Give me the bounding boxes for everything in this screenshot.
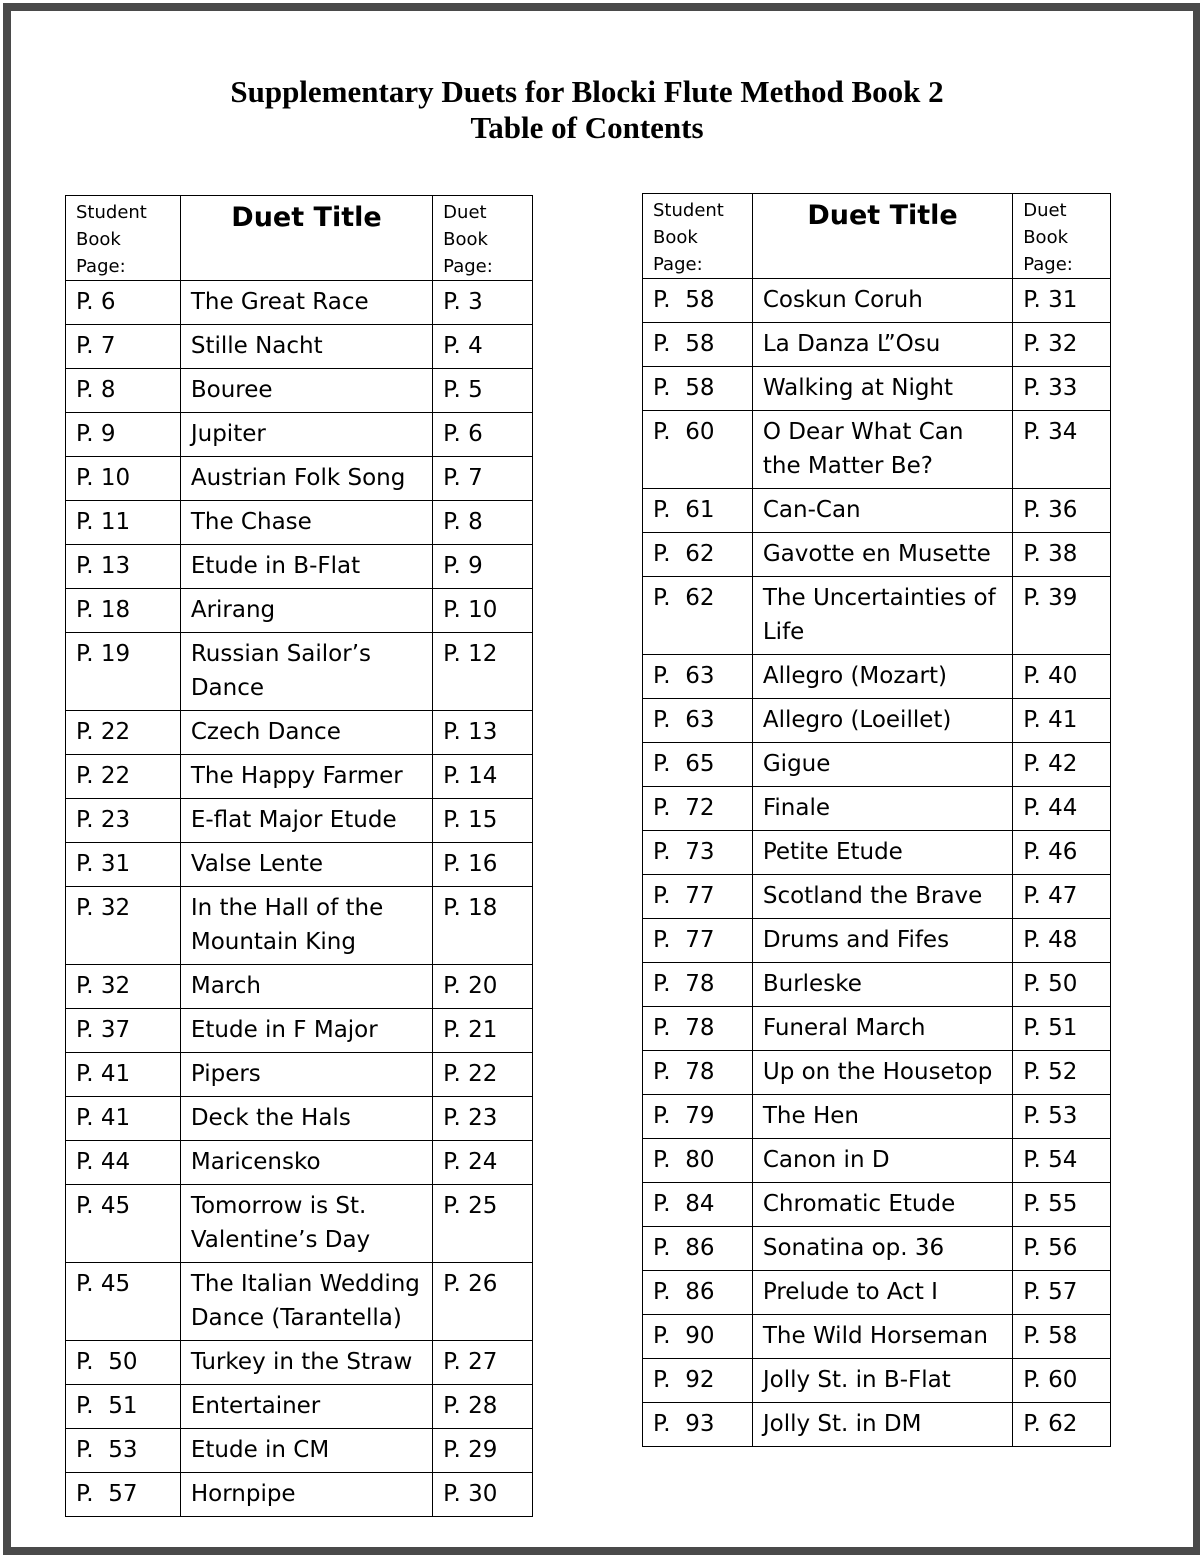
duet-title-cell: Entertainer	[180, 1385, 432, 1429]
duet-title-cell: Walking at Night	[752, 367, 1012, 411]
table-row	[66, 501, 533, 545]
table-row	[643, 787, 1111, 831]
student-page-cell: P. 79	[643, 1095, 753, 1139]
table-row	[66, 413, 533, 457]
student-page-cell: P. 80	[643, 1139, 753, 1183]
duet-title-cell: Stille Nacht	[180, 325, 432, 369]
duet-page-cell: P. 16	[433, 843, 533, 887]
duet-page-cell: P. 30	[433, 1473, 533, 1517]
table-row	[66, 325, 533, 369]
student-page-cell: P. 58	[643, 279, 753, 323]
student-page-cell: P. 18	[66, 589, 181, 633]
student-page-cell: P. 53	[66, 1429, 181, 1473]
table-row	[66, 545, 533, 589]
duet-title-cell: Pipers	[180, 1053, 432, 1097]
duet-page-cell: P. 42	[1013, 743, 1111, 787]
duet-page-cell: P. 27	[433, 1341, 533, 1385]
student-page-cell: P. 92	[643, 1359, 753, 1403]
duet-title-cell: Sonatina op. 36	[752, 1227, 1012, 1271]
table-row	[66, 965, 533, 1009]
duet-title-cell: E-flat Major Etude	[180, 799, 432, 843]
duet-page-cell: P. 10	[433, 589, 533, 633]
table-row	[66, 633, 533, 711]
duet-title-cell: March	[180, 965, 432, 1009]
duet-title-cell: Prelude to Act I	[752, 1271, 1012, 1315]
table-row	[643, 1183, 1111, 1227]
student-page-cell: P. 22	[66, 755, 181, 799]
duet-title-header: Duet Title	[752, 194, 1012, 279]
duet-title-cell: Drums and Fifes	[752, 919, 1012, 963]
table-row	[643, 577, 1111, 655]
duet-page-cell: P. 31	[1013, 279, 1111, 323]
duet-title-cell: Scotland the Brave	[752, 875, 1012, 919]
student-page-cell: P. 6	[66, 281, 181, 325]
duet-title-cell: Petite Etude	[752, 831, 1012, 875]
duet-page-cell: P. 18	[433, 887, 533, 965]
table-row	[643, 1403, 1111, 1447]
student-page-cell: P. 13	[66, 545, 181, 589]
duet-page-cell: P. 36	[1013, 489, 1111, 533]
document-subtitle: Table of Contents	[470, 110, 704, 145]
table-row	[66, 457, 533, 501]
table-row	[66, 1429, 533, 1473]
duet-page-cell: P. 34	[1013, 411, 1111, 489]
table-row	[643, 489, 1111, 533]
duet-title-cell: Russian Sailor’s Dance	[180, 633, 432, 711]
duet-page-cell: P. 41	[1013, 699, 1111, 743]
table-row	[66, 589, 533, 633]
duet-page-cell: P. 29	[433, 1429, 533, 1473]
table-row	[66, 1053, 533, 1097]
duet-title-cell: La Danza L”Osu	[752, 323, 1012, 367]
table-row	[643, 831, 1111, 875]
table-row	[643, 1227, 1111, 1271]
table-row	[643, 411, 1111, 489]
duet-title-cell: Jolly St. in B-Flat	[752, 1359, 1012, 1403]
table-row	[643, 963, 1111, 1007]
student-page-cell: P. 11	[66, 501, 181, 545]
table-header-row	[643, 194, 1111, 279]
table-row	[66, 1185, 533, 1263]
duet-title-cell: Austrian Folk Song	[180, 457, 432, 501]
student-page-cell: P. 41	[66, 1097, 181, 1141]
duet-page-cell: P. 9	[433, 545, 533, 589]
duet-page-cell: P. 26	[433, 1263, 533, 1341]
table-row	[66, 887, 533, 965]
toc-table-right	[642, 193, 1111, 1447]
student-page-cell: P. 63	[643, 699, 753, 743]
duet-title-cell: Turkey in the Straw	[180, 1341, 432, 1385]
duet-page-cell: P. 57	[1013, 1271, 1111, 1315]
duet-title-cell: Arirang	[180, 589, 432, 633]
student-page-cell: P. 78	[643, 963, 753, 1007]
duet-page-cell: P. 8	[433, 501, 533, 545]
table-row	[66, 1141, 533, 1185]
duet-page-cell: P. 53	[1013, 1095, 1111, 1139]
table-row	[66, 1009, 533, 1053]
duet-title-cell: Deck the Hals	[180, 1097, 432, 1141]
table-row	[643, 1051, 1111, 1095]
duet-title-cell: The Great Race	[180, 281, 432, 325]
document-title: Supplementary Duets for Blocki Flute Method Book 2	[230, 74, 944, 109]
student-page-cell: P. 63	[643, 655, 753, 699]
duet-page-cell: P. 55	[1013, 1183, 1111, 1227]
student-page-cell: P. 58	[643, 323, 753, 367]
duet-page-header: Duet Book Page:	[1013, 194, 1111, 279]
student-page-cell: P. 23	[66, 799, 181, 843]
duet-page-cell: P. 15	[433, 799, 533, 843]
student-page-cell: P. 62	[643, 577, 753, 655]
duet-title-cell: Funeral March	[752, 1007, 1012, 1051]
table-row	[643, 367, 1111, 411]
duet-title-cell: Up on the Housetop	[752, 1051, 1012, 1095]
duet-title-cell: In the Hall of the Mountain King	[180, 887, 432, 965]
table-row	[66, 281, 533, 325]
duet-page-cell: P. 51	[1013, 1007, 1111, 1051]
duet-title-cell: Chromatic Etude	[752, 1183, 1012, 1227]
duet-page-cell: P. 40	[1013, 655, 1111, 699]
duet-title-cell: Allegro (Loeillet)	[752, 699, 1012, 743]
duet-page-cell: P. 7	[433, 457, 533, 501]
table-row	[643, 875, 1111, 919]
table-row	[66, 1385, 533, 1429]
toc-table-left	[65, 195, 533, 1517]
duet-title-cell: Hornpipe	[180, 1473, 432, 1517]
table-row	[66, 1341, 533, 1385]
student-page-cell: P. 37	[66, 1009, 181, 1053]
duet-title-cell: The Hen	[752, 1095, 1012, 1139]
student-page-cell: P. 86	[643, 1271, 753, 1315]
table-row	[643, 1359, 1111, 1403]
duet-title-cell: Bouree	[180, 369, 432, 413]
student-page-header: Student Book Page:	[643, 194, 753, 279]
duet-title-header: Duet Title	[180, 196, 432, 281]
student-page-cell: P. 22	[66, 711, 181, 755]
duet-title-cell: The Wild Horseman	[752, 1315, 1012, 1359]
student-page-cell: P. 41	[66, 1053, 181, 1097]
duet-title-cell: Jolly St. in DM	[752, 1403, 1012, 1447]
table-row	[643, 1139, 1111, 1183]
duet-page-cell: P. 25	[433, 1185, 533, 1263]
duet-page-cell: P. 6	[433, 413, 533, 457]
table-row	[66, 843, 533, 887]
duet-page-cell: P. 20	[433, 965, 533, 1009]
table-row	[643, 919, 1111, 963]
table-row	[66, 711, 533, 755]
duet-title-cell: Czech Dance	[180, 711, 432, 755]
duet-page-cell: P. 54	[1013, 1139, 1111, 1183]
duet-page-cell: P. 33	[1013, 367, 1111, 411]
table-row	[643, 743, 1111, 787]
duet-title-cell: O Dear What Can the Matter Be?	[752, 411, 1012, 489]
student-page-cell: P. 90	[643, 1315, 753, 1359]
student-page-cell: P. 86	[643, 1227, 753, 1271]
student-page-cell: P. 19	[66, 633, 181, 711]
table-row	[643, 1315, 1111, 1359]
duet-title-cell: The Italian Wedding Dance (Tarantella)	[180, 1263, 432, 1341]
duet-page-cell: P. 28	[433, 1385, 533, 1429]
student-page-cell: P. 9	[66, 413, 181, 457]
table-row	[643, 279, 1111, 323]
duet-page-cell: P. 14	[433, 755, 533, 799]
student-page-cell: P. 73	[643, 831, 753, 875]
table-row	[66, 799, 533, 843]
student-page-cell: P. 58	[643, 367, 753, 411]
student-page-cell: P. 77	[643, 875, 753, 919]
duet-title-cell: Canon in D	[752, 1139, 1012, 1183]
table-row	[66, 755, 533, 799]
student-page-cell: P. 31	[66, 843, 181, 887]
duet-title-cell: Etude in F Major	[180, 1009, 432, 1053]
student-page-cell: P. 32	[66, 887, 181, 965]
duet-page-cell: P. 58	[1013, 1315, 1111, 1359]
duet-page-cell: P. 39	[1013, 577, 1111, 655]
duet-page-cell: P. 12	[433, 633, 533, 711]
table-header-row	[66, 196, 533, 281]
duet-title-cell: Finale	[752, 787, 1012, 831]
duet-title-cell: Valse Lente	[180, 843, 432, 887]
student-page-cell: P. 8	[66, 369, 181, 413]
duet-title-cell: The Uncertainties of Life	[752, 577, 1012, 655]
duet-title-cell: Gavotte en Musette	[752, 533, 1012, 577]
duet-page-cell: P. 56	[1013, 1227, 1111, 1271]
student-page-cell: P. 60	[643, 411, 753, 489]
student-page-header: Student Book Page:	[66, 196, 181, 281]
table-row	[66, 1263, 533, 1341]
table-row	[643, 1007, 1111, 1051]
duet-page-cell: P. 23	[433, 1097, 533, 1141]
duet-title-cell: The Chase	[180, 501, 432, 545]
student-page-cell: P. 44	[66, 1141, 181, 1185]
student-page-cell: P. 78	[643, 1051, 753, 1095]
duet-page-cell: P. 38	[1013, 533, 1111, 577]
student-page-cell: P. 7	[66, 325, 181, 369]
duet-page-cell: P. 47	[1013, 875, 1111, 919]
table-row	[643, 1271, 1111, 1315]
duet-page-cell: P. 48	[1013, 919, 1111, 963]
duet-title-cell: Tomorrow is St. Valentine’s Day	[180, 1185, 432, 1263]
table-row	[643, 655, 1111, 699]
duet-page-cell: P. 52	[1013, 1051, 1111, 1095]
duet-title-cell: Coskun Coruh	[752, 279, 1012, 323]
student-page-cell: P. 10	[66, 457, 181, 501]
student-page-cell: P. 50	[66, 1341, 181, 1385]
student-page-cell: P. 62	[643, 533, 753, 577]
duet-title-cell: Etude in B-Flat	[180, 545, 432, 589]
student-page-cell: P. 84	[643, 1183, 753, 1227]
duet-page-cell: P. 22	[433, 1053, 533, 1097]
student-page-cell: P. 78	[643, 1007, 753, 1051]
duet-title-cell: Allegro (Mozart)	[752, 655, 1012, 699]
student-page-cell: P. 45	[66, 1263, 181, 1341]
duet-page-cell: P. 44	[1013, 787, 1111, 831]
student-page-cell: P. 45	[66, 1185, 181, 1263]
duet-page-cell: P. 32	[1013, 323, 1111, 367]
duet-page-cell: P. 3	[433, 281, 533, 325]
table-row	[643, 323, 1111, 367]
student-page-cell: P. 57	[66, 1473, 181, 1517]
duet-page-cell: P. 5	[433, 369, 533, 413]
table-row	[66, 369, 533, 413]
duet-title-cell: Maricensko	[180, 1141, 432, 1185]
student-page-cell: P. 32	[66, 965, 181, 1009]
student-page-cell: P. 51	[66, 1385, 181, 1429]
duet-page-cell: P. 62	[1013, 1403, 1111, 1447]
duet-title-cell: The Happy Farmer	[180, 755, 432, 799]
duet-title-cell: Can-Can	[752, 489, 1012, 533]
table-row	[643, 699, 1111, 743]
duet-title-cell: Burleske	[752, 963, 1012, 1007]
duet-title-cell: Gigue	[752, 743, 1012, 787]
duet-page-cell: P. 4	[433, 325, 533, 369]
student-page-cell: P. 77	[643, 919, 753, 963]
student-page-cell: P. 65	[643, 743, 753, 787]
table-row	[66, 1097, 533, 1141]
table-row	[643, 533, 1111, 577]
duet-page-cell: P. 13	[433, 711, 533, 755]
duet-title-cell: Etude in CM	[180, 1429, 432, 1473]
duet-title-cell: Jupiter	[180, 413, 432, 457]
duet-page-cell: P. 60	[1013, 1359, 1111, 1403]
duet-page-cell: P. 46	[1013, 831, 1111, 875]
duet-page-header: Duet Book Page:	[433, 196, 533, 281]
duet-page-cell: P. 21	[433, 1009, 533, 1053]
student-page-cell: P. 93	[643, 1403, 753, 1447]
table-row	[66, 1473, 533, 1517]
student-page-cell: P. 61	[643, 489, 753, 533]
duet-page-cell: P. 24	[433, 1141, 533, 1185]
student-page-cell: P. 72	[643, 787, 753, 831]
duet-page-cell: P. 50	[1013, 963, 1111, 1007]
table-row	[643, 1095, 1111, 1139]
